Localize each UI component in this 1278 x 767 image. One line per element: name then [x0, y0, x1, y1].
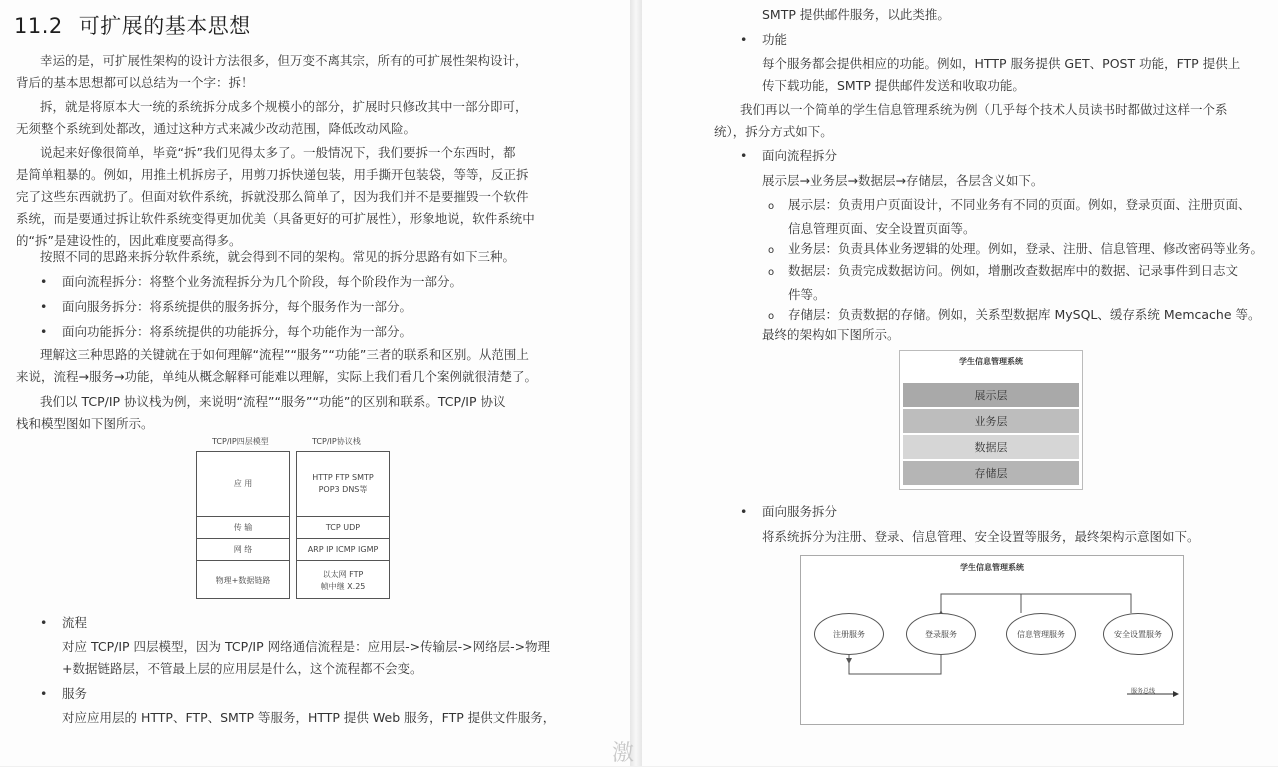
paragraph-line: 统），拆分方式如下。: [714, 124, 833, 139]
layered-architecture-diagram: [899, 350, 1083, 490]
bullet-process: • 面向流程拆分: [740, 148, 838, 163]
tcp-stack-cell: HTTP FTP SMTP POP3 DNS等: [312, 473, 374, 494]
paragraph-2: [16, 96, 528, 140]
diagram-title: 学生信息管理系统: [959, 357, 1023, 366]
tcp-stack-title: TCP/IP协议栈: [312, 437, 361, 446]
bullet-item: • 面向功能拆分：将系统提供的功能拆分，每个功能作为一部分。: [40, 324, 413, 339]
section-number: 11.2: [14, 14, 63, 38]
paragraph-3: [16, 142, 535, 252]
bullet-service: • 服务: [40, 686, 88, 701]
tcp-stack-cell: ARP IP ICMP IGMP: [297, 538, 389, 560]
tcp-model-title: TCP/IP四层模型: [212, 437, 269, 446]
flow-paragraph: [62, 636, 550, 680]
sub-item: o 存储层：负责数据的存储。例如，关系型数据库 MySQL、缓存系统 Memcache 等。: [768, 307, 1261, 322]
tcp-model-column: [196, 451, 290, 599]
service-node-info: 信息管理服务: [1006, 613, 1076, 655]
paragraph-line: 是简单粗暴的。例如，用推土机拆房子，用剪刀拆快递包装，用手撕开包装袋，等等，反正拆: [16, 167, 529, 182]
tcp-model-cell: 传 输: [197, 516, 289, 538]
tcp-stack-column: [296, 451, 390, 599]
paragraph-line: 完了这些东西就扔了。但面对软件系统，拆就没那么简单了，因为我们并不是要摧毁一个软件: [16, 189, 529, 204]
paragraph-line: 理解这三种思路的关键就在于如何理解“流程”“服务”“功能”三者的联系和区别。从范围上: [40, 347, 529, 362]
tcp-model-cell: 物理+数据链路: [197, 560, 289, 600]
paragraph-line: 每个服务都会提供相应的功能。例如，HTTP 服务提供 GET、POST 功能，FTP 提供上: [762, 56, 1241, 71]
paragraph-1: [16, 50, 528, 94]
paragraph-line: 背后的基本思想都可以总结为一个字：拆！: [16, 75, 254, 90]
function-paragraph: [762, 53, 1240, 97]
tcp-model-cell: 网 络: [197, 538, 289, 560]
continued-line: SMTP 提供邮件服务，以此类推。: [762, 7, 950, 22]
service-node-login: 登录服务: [906, 613, 976, 655]
paragraph-line: 传下载功能，SMTP 提供邮件发送和收取功能。: [762, 78, 1025, 93]
paragraph-line: 对应 TCP/IP 四层模型，因为 TCP/IP 网络通信流程是：应用层->传输层->网络层->物理: [62, 639, 551, 654]
paragraph-line: 无须整个系统到处都改，通过这种方式来减少改动范围，降低改动风险。: [16, 121, 417, 136]
paragraph-line: 栈和模型图如下图所示。: [16, 416, 154, 431]
right-page: [642, 0, 1278, 766]
paragraph-line: 的“拆”是建设性的，因此难度要高得多。: [16, 233, 242, 248]
bullet-item: • 面向服务拆分：将系统提供的服务拆分，每个服务作为一部分。: [40, 299, 413, 314]
service-architecture-diagram: [800, 555, 1184, 725]
paragraph-5: [16, 344, 537, 388]
sub-item: o 业务层：负责具体业务逻辑的处理。例如，登录、注册、信息管理、修改密码等业务。: [768, 241, 1264, 256]
left-page: [0, 0, 630, 766]
layer-presentation: 展示层: [903, 383, 1079, 407]
layer-data: 数据层: [903, 435, 1079, 459]
service-node-security: 安全设置服务: [1103, 613, 1173, 655]
tcp-model-cell: 应 用: [233, 479, 253, 488]
paragraph-line: +数据链路层，不管最上层的应用层是什么，这个流程都不会变。: [62, 661, 423, 676]
diagram-legend: 服务总线: [1131, 688, 1156, 695]
diagram-title: 学生信息管理系统: [960, 563, 1024, 572]
paragraph-line: 我们再以一个简单的学生信息管理系统为例（几乎每个技术人员读书时都做过这样一个系: [740, 102, 1228, 117]
bullet-item: • 面向流程拆分：将整个业务流程拆分为几个阶段，每个阶段作为一部分。: [40, 274, 463, 289]
book-gutter: [630, 0, 642, 766]
bullet-flow: • 流程: [40, 615, 88, 630]
paragraph-line: 拆，就是将原本大一统的系统拆分成多个规模小的部分，扩展时只修改其中一部分即可，: [40, 99, 528, 114]
section-title: 可扩展的基本思想: [78, 14, 251, 38]
bullet-service-split: • 面向服务拆分: [740, 504, 838, 519]
service-node-register: 注册服务: [814, 613, 884, 655]
paragraph-6: [16, 391, 506, 435]
sub-item: o 展示层：负责用户页面设计，不同业务有不同的页面。例如，登录页面、注册页面、 信息管理页面、安全设置页面等。: [768, 197, 1251, 236]
paragraph-4: 按照不同的思路来拆分软件系统，就会得到不同的架构。常见的拆分思路有如下三种。: [40, 249, 516, 264]
section-heading: [14, 10, 251, 40]
service-split-text: 将系统拆分为注册、登录、信息管理、安全设置等服务，最终架构示意图如下。: [762, 529, 1200, 544]
bullet-function: • 功能: [740, 32, 788, 47]
process-intro: 展示层→业务层→数据层→存储层，各层含义如下。: [762, 173, 1044, 188]
paragraph-line: 我们以 TCP/IP 协议栈为例，来说明“流程”“服务”“功能”的区别和联系。TCP/IP 协议: [40, 394, 506, 409]
watermark: 激: [612, 741, 635, 766]
layer-business: 业务层: [903, 409, 1079, 433]
paragraph-line: 系统，而是要通过拆让软件系统变得更加优美（具备更好的可扩展性），形象地说，软件系统中: [16, 211, 535, 226]
example-paragraph: [714, 99, 1228, 143]
tcp-stack-cell: 以太网 FTP 帧中继 X.25: [297, 560, 389, 600]
paragraph-line: 幸运的是，可扩展性架构的设计方法很多，但万变不离其宗，所有的可扩展性架构设计，: [40, 53, 528, 68]
final-arch-text: 最终的架构如下图所示。: [762, 327, 900, 342]
layer-storage: 存储层: [903, 461, 1079, 485]
paragraph-line: 说起来好像很简单，毕竟“拆”我们见得太多了。一般情况下，我们要拆一个东西时，都: [40, 145, 516, 160]
sub-item: o 数据层：负责完成数据访问。例如，增删改查数据库中的数据、记录事件到日志文 件等。: [768, 263, 1239, 302]
service-paragraph: 对应应用层的 HTTP、FTP、SMTP 等服务，HTTP 提供 Web 服务，FTP 提供文件服务，: [62, 710, 556, 725]
tcp-stack-cell: TCP UDP: [297, 516, 389, 538]
paragraph-line: 来说，流程→服务→功能，单纯从概念解释可能难以理解，实际上我们看几个案例就很清楚了。: [16, 369, 537, 384]
